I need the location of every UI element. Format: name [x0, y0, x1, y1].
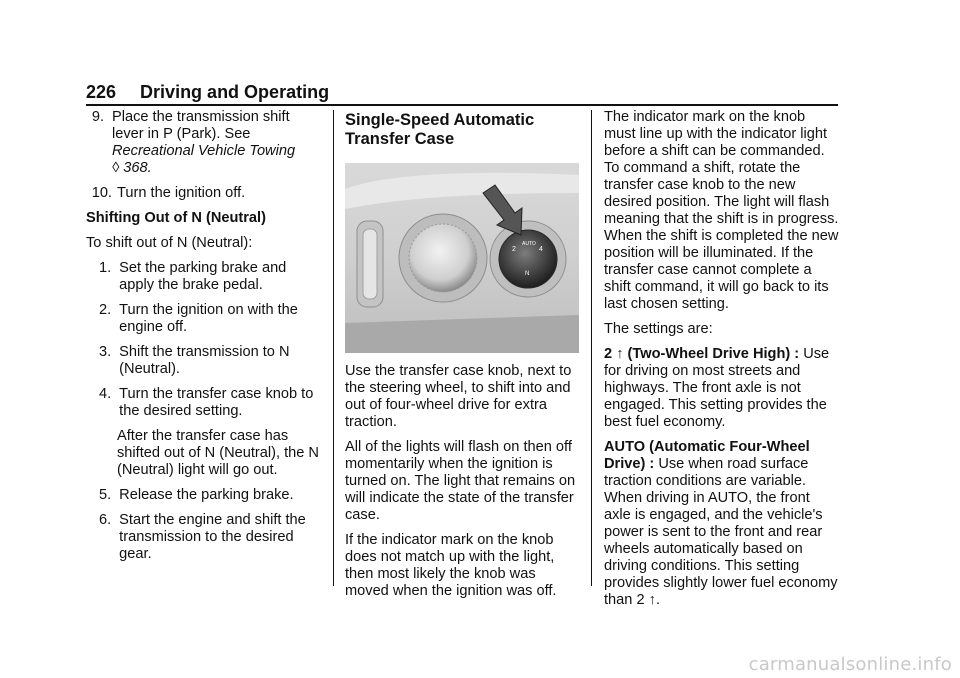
header-rule [86, 104, 838, 106]
subheading: Shifting Out of N (Neutral) [86, 210, 266, 226]
knob-label-4: 4 [539, 246, 543, 253]
list-item [86, 260, 322, 294]
setting-auto: AUTO (Automatic Four-Wheel Drive) : Use when road surface traction conditions are variable. When driving in AUTO, the front axle is engaged, and the vehicle's power is sent to the front and rear wheels automatically based on driving conditions. This setting provides slightly lower fuel economy than 2 ↑. [604, 439, 838, 608]
list-item [86, 302, 322, 336]
list-item [86, 512, 322, 563]
item-number: 6. [99, 512, 112, 528]
paragraph: Use the transfer case knob, next to the steering wheel, to shift into and out of four-wheel drive for extra traction. [345, 363, 572, 430]
setting-description: Use for driving on most streets and highways. The front axle is not engaged. This setting provides the best fuel economy. [604, 346, 830, 430]
column-left [86, 109, 322, 571]
paragraph: If the indicator mark on the knob does not match up with the light, then most likely the knob was moved when the ignition was off. [345, 532, 557, 599]
knob-label-auto: AUTO [522, 241, 536, 247]
item-number: 1. [99, 260, 112, 276]
setting-label: AUTO (Automatic Four-Wheel Drive) : [604, 439, 810, 472]
item-text: Release the parking brake. [119, 487, 294, 503]
item-text: Turn the ignition on with the engine off. [119, 302, 298, 335]
item-number: 10. [91, 185, 112, 201]
list-item-9 [86, 109, 322, 177]
item-number: 9. [91, 109, 104, 125]
transfer-case-knob [499, 230, 557, 288]
list-item-10 [86, 185, 322, 202]
item-text: Turn the transfer case knob to the desired setting. [119, 386, 314, 419]
item-number: 5. [99, 487, 112, 503]
two-wheel-high-icon: ↑ [616, 346, 624, 362]
item-number: 4. [99, 386, 112, 402]
step-note: After the transfer case has shifted out of N (Neutral), the N (Neutral) light will go out. [117, 428, 319, 478]
left-knob [409, 224, 477, 292]
setting-label: 2 ↑ (Two-Wheel Drive High) : [604, 346, 800, 362]
paragraph: All of the lights will flash on then off momentarily when the ignition is turned on. The light that remains on will indicate the state of the transfer case. [345, 439, 576, 523]
item-text: Start the engine and shift the transmission to the desired gear. [119, 512, 306, 562]
page-number: 226 [86, 82, 117, 102]
knob-label-n: N [525, 271, 530, 277]
paragraph: The settings are: [604, 321, 713, 337]
setting-description: Use when road surface traction conditions are variable. When driving in AUTO, the front axle is engaged, and the vehicle's power is sent to the front and rear wheels automatically based on driving conditions. This setting provides slightly lower fuel economy than 2 [604, 456, 838, 608]
intro-text: To shift out of N (Neutral): [86, 235, 253, 251]
page-reference[interactable]: ◊ 368. [112, 160, 152, 176]
section-heading: Single-Speed Automatic Transfer Case [345, 111, 535, 148]
column-divider-2 [591, 110, 592, 586]
knob-label-2: 2 [512, 246, 516, 253]
setting-two-high [604, 346, 840, 431]
item-number: 3. [99, 344, 112, 360]
column-divider-1 [333, 110, 334, 586]
list-item [86, 386, 322, 420]
item-text: Shift the transmission to N (Neutral). [119, 344, 290, 377]
column-right [604, 109, 840, 617]
two-wheel-high-icon: ↑ [648, 592, 656, 608]
column-middle [345, 109, 581, 608]
section-title: Driving and Operating [140, 82, 330, 102]
watermark: carmanualsonline.info [748, 654, 952, 675]
thumbwheel-inner [363, 229, 377, 299]
item-number: 2. [99, 302, 112, 318]
list-item [86, 344, 322, 378]
transfer-case-knob-photo [345, 163, 579, 353]
cross-reference-link[interactable]: Recreational Vehicle Towing [112, 143, 296, 159]
paragraph: The indicator mark on the knob must line up with the indicator light before a shift can be commanded. To command a shift, rotate the transfer case knob to the new desired position. The light will flash meaning that the shift is in progress. When the shift is completed the new position will be illuminated. If the transfer case cannot complete a shift command, it will go back to its last chosen setting. [604, 109, 839, 312]
item-text: Turn the ignition off. [117, 185, 246, 201]
item-text: Set the parking brake and apply the brake pedal. [119, 260, 287, 293]
page-header [86, 84, 329, 101]
item-text: Place the transmission shift lever in P (Park). See Recreational Vehicle Towing ◊ 368. [112, 109, 296, 176]
list-item [86, 487, 322, 504]
